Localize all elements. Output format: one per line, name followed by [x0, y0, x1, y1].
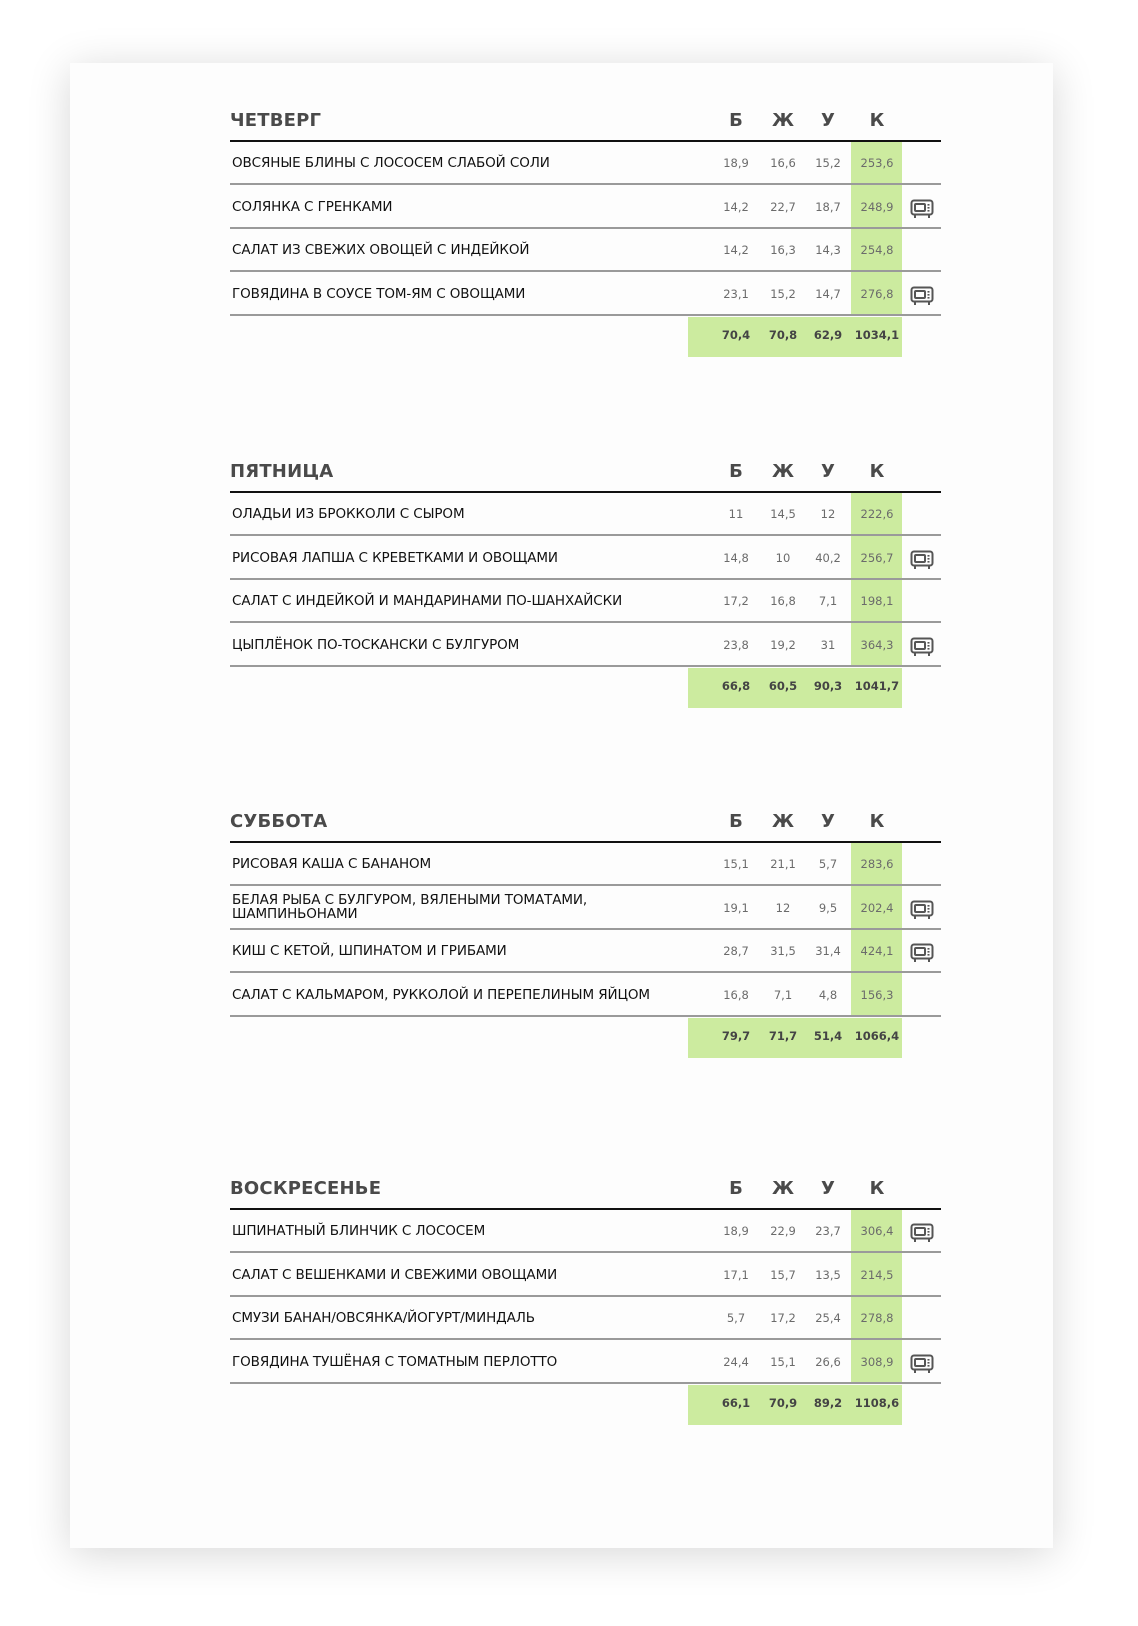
dish-row: [0, 142, 1138, 185]
column-header-fat: Ж: [771, 461, 795, 482]
dish-row: [0, 1254, 1138, 1297]
day-title: СУББОТА: [230, 811, 328, 832]
microwave-icon: [910, 943, 934, 963]
dish-protein: 19,1: [723, 900, 749, 915]
dish-name: ШПИНАТНЫЙ БЛИНЧИК С ЛОСОСЕМ: [232, 1223, 486, 1239]
day-title: ПЯТНИЦА: [230, 461, 334, 482]
column-header-protein: Б: [729, 811, 743, 832]
dish-calories: 248,9: [860, 199, 894, 214]
column-header-calories: К: [869, 461, 885, 482]
dish-name: КИШ С КЕТОЙ, ШПИНАТОМ И ГРИБАМИ: [232, 943, 507, 959]
column-header-fat: Ж: [771, 110, 795, 131]
day-section: [0, 110, 1138, 452]
dish-name: САЛАТ С ИНДЕЙКОЙ И МАНДАРИНАМИ ПО-ШАНХАЙСКИ: [232, 593, 623, 609]
total-fat: 71,7: [768, 1029, 798, 1043]
day-section: [0, 461, 1138, 803]
dish-calories: 276,8: [860, 286, 894, 301]
dish-row: [0, 186, 1138, 229]
dish-protein: 17,2: [723, 594, 749, 608]
dish-fat: 12: [775, 900, 791, 915]
column-header-carbs: У: [821, 811, 835, 832]
column-header-fat: Ж: [771, 811, 795, 832]
column-header-calories: К: [869, 811, 885, 832]
dish-protein: 23,1: [723, 286, 749, 301]
dish-row: [0, 1297, 1138, 1340]
microwave-icon: [910, 900, 934, 920]
dish-name: ОВСЯНЫЕ БЛИНЫ С ЛОСОСЕМ СЛАБОЙ СОЛИ: [232, 155, 550, 171]
dish-carbs: 12: [820, 507, 836, 521]
total-protein: 79,7: [721, 1029, 751, 1043]
total-protein: 66,1: [721, 1396, 751, 1410]
dish-calories: 283,6: [860, 857, 894, 871]
dish-fat: 19,2: [770, 637, 796, 652]
totals-row: [0, 1017, 1138, 1060]
dish-protein: 16,8: [723, 987, 749, 1002]
dish-name: ГОВЯДИНА ТУШЁНАЯ С ТОМАТНЫМ ПЕРЛОТТО: [232, 1353, 558, 1370]
dish-name: САЛАТ ИЗ СВЕЖИХ ОВОЩЕЙ С ИНДЕЙКОЙ: [232, 242, 530, 258]
total-calories: 1108,6: [854, 1396, 900, 1410]
dish-row: [0, 273, 1138, 316]
dish-carbs: 4,8: [818, 987, 838, 1002]
dish-calories: 222,6: [860, 507, 894, 521]
dish-carbs: 5,7: [818, 857, 838, 871]
microwave-icon: [910, 550, 934, 570]
dish-protein: 17,1: [723, 1267, 749, 1282]
dish-calories: 214,5: [860, 1267, 894, 1282]
dish-calories: 253,6: [860, 156, 894, 170]
day-title: ВОСКРЕСЕНЬЕ: [230, 1178, 382, 1199]
dish-name: ГОВЯДИНА В СОУСЕ ТОМ-ЯМ С ОВОЩАМИ: [232, 285, 526, 302]
column-header-protein: Б: [729, 110, 743, 131]
dish-carbs: 18,7: [815, 199, 841, 214]
dish-name: САЛАТ С ВЕШЕНКАМИ И СВЕЖИМИ ОВОЩАМИ: [232, 1266, 558, 1283]
dish-protein: 24,4: [723, 1354, 749, 1369]
microwave-icon: [910, 199, 934, 219]
dish-calories: 256,7: [860, 550, 894, 565]
dish-protein: 18,9: [723, 1224, 749, 1238]
dish-fat: 31,5: [770, 944, 796, 958]
column-header-protein: Б: [729, 1178, 743, 1199]
dish-carbs: 9,5: [818, 900, 838, 915]
totals-row: [0, 316, 1138, 359]
dish-row: [0, 974, 1138, 1017]
total-protein: 66,8: [721, 679, 751, 693]
dish-row: [0, 1210, 1138, 1253]
dish-calories: 254,8: [860, 243, 894, 257]
dish-fat: 7,1: [773, 987, 793, 1002]
microwave-icon: [910, 1354, 934, 1374]
total-calories: 1034,1: [854, 328, 900, 342]
dish-carbs: 13,5: [815, 1267, 841, 1282]
dish-row: [0, 580, 1138, 623]
dish-protein: 23,8: [723, 637, 749, 652]
total-carbs: 89,2: [813, 1396, 843, 1410]
dish-name: БЕЛАЯ РЫБА С БУЛГУРОМ, ВЯЛЕНЫМИ ТОМАТАМИ, ШАМПИНЬОНАМИ: [232, 891, 588, 922]
dish-carbs: 23,7: [815, 1224, 841, 1238]
dish-carbs: 14,3: [815, 243, 841, 257]
dish-name: СОЛЯНКА С ГРЕНКАМИ: [232, 198, 393, 215]
dish-fat: 21,1: [770, 857, 796, 871]
microwave-icon: [910, 1223, 934, 1243]
totals-row: [0, 667, 1138, 710]
dish-carbs: 40,2: [815, 550, 841, 565]
dish-fat: 15,2: [770, 286, 796, 301]
column-header-carbs: У: [821, 110, 835, 131]
dish-carbs: 26,6: [815, 1354, 841, 1369]
day-title: ЧЕТВЕРГ: [230, 110, 322, 131]
dish-carbs: 25,4: [815, 1311, 841, 1325]
microwave-icon: [910, 286, 934, 306]
dish-protein: 14,8: [723, 550, 749, 565]
column-header-calories: К: [869, 1178, 885, 1199]
total-carbs: 62,9: [813, 328, 843, 342]
dish-fat: 16,6: [770, 156, 796, 170]
dish-row: [0, 493, 1138, 536]
dish-row: [0, 537, 1138, 580]
total-calories: 1041,7: [854, 679, 900, 693]
dish-calories: 202,4: [860, 900, 894, 915]
total-carbs: 51,4: [813, 1029, 843, 1043]
dish-protein: 14,2: [723, 243, 749, 257]
dish-row: [0, 887, 1138, 930]
dish-protein: 15,1: [723, 857, 749, 871]
dish-carbs: 31: [820, 637, 836, 652]
dish-row: [0, 229, 1138, 272]
dish-fat: 10: [775, 550, 791, 565]
column-header-protein: Б: [729, 461, 743, 482]
column-header-fat: Ж: [771, 1178, 795, 1199]
total-fat: 70,9: [768, 1396, 798, 1410]
dish-name: САЛАТ С КАЛЬМАРОМ, РУККОЛОЙ И ПЕРЕПЕЛИНЫМ ЯЙЦОМ: [232, 986, 650, 1003]
dish-row: [0, 624, 1138, 667]
total-calories: 1066,4: [854, 1029, 900, 1043]
dish-name: ЦЫПЛЁНОК ПО-ТОСКАНСКИ С БУЛГУРОМ: [232, 636, 520, 653]
dish-name: ОЛАДЬИ ИЗ БРОККОЛИ С СЫРОМ: [232, 506, 465, 522]
dish-carbs: 15,2: [815, 156, 841, 170]
dish-fat: 17,2: [770, 1311, 796, 1325]
total-fat: 60,5: [768, 679, 798, 693]
column-header-carbs: У: [821, 461, 835, 482]
dish-row: [0, 843, 1138, 886]
dish-calories: 278,8: [860, 1311, 894, 1325]
day-section: [0, 1178, 1138, 1520]
dish-name: РИСОВАЯ ЛАПША С КРЕВЕТКАМИ И ОВОЩАМИ: [232, 549, 558, 566]
dish-calories: 308,9: [860, 1354, 894, 1369]
dish-name: СМУЗИ БАНАН/ОВСЯНКА/ЙОГУРТ/МИНДАЛЬ: [232, 1310, 535, 1326]
dish-fat: 16,3: [770, 243, 796, 257]
total-carbs: 90,3: [813, 679, 843, 693]
dish-protein: 5,7: [726, 1311, 746, 1325]
column-header-calories: К: [869, 110, 885, 131]
dish-calories: 306,4: [860, 1224, 894, 1238]
total-fat: 70,8: [768, 328, 798, 342]
dish-fat: 22,7: [770, 199, 796, 214]
day-section: [0, 811, 1138, 1153]
dish-protein: 11: [728, 507, 744, 521]
dish-calories: 364,3: [860, 637, 894, 652]
total-protein: 70,4: [721, 328, 751, 342]
dish-protein: 18,9: [723, 156, 749, 170]
dish-fat: 15,7: [770, 1267, 796, 1282]
column-header-carbs: У: [821, 1178, 835, 1199]
dish-fat: 16,8: [770, 594, 796, 608]
dish-carbs: 7,1: [818, 594, 838, 608]
totals-row: [0, 1384, 1138, 1427]
microwave-icon: [910, 637, 934, 657]
dish-row: [0, 1341, 1138, 1384]
dish-carbs: 14,7: [815, 286, 841, 301]
dish-fat: 14,5: [770, 507, 796, 521]
dish-row: [0, 930, 1138, 973]
dish-calories: 198,1: [860, 594, 894, 608]
dish-fat: 15,1: [770, 1354, 796, 1369]
dish-calories: 424,1: [860, 944, 894, 958]
dish-name: РИСОВАЯ КАША С БАНАНОМ: [232, 856, 432, 872]
dish-protein: 28,7: [723, 944, 749, 958]
dish-protein: 14,2: [723, 199, 749, 214]
dish-fat: 22,9: [770, 1224, 796, 1238]
dish-carbs: 31,4: [815, 944, 841, 958]
dish-calories: 156,3: [860, 987, 894, 1002]
